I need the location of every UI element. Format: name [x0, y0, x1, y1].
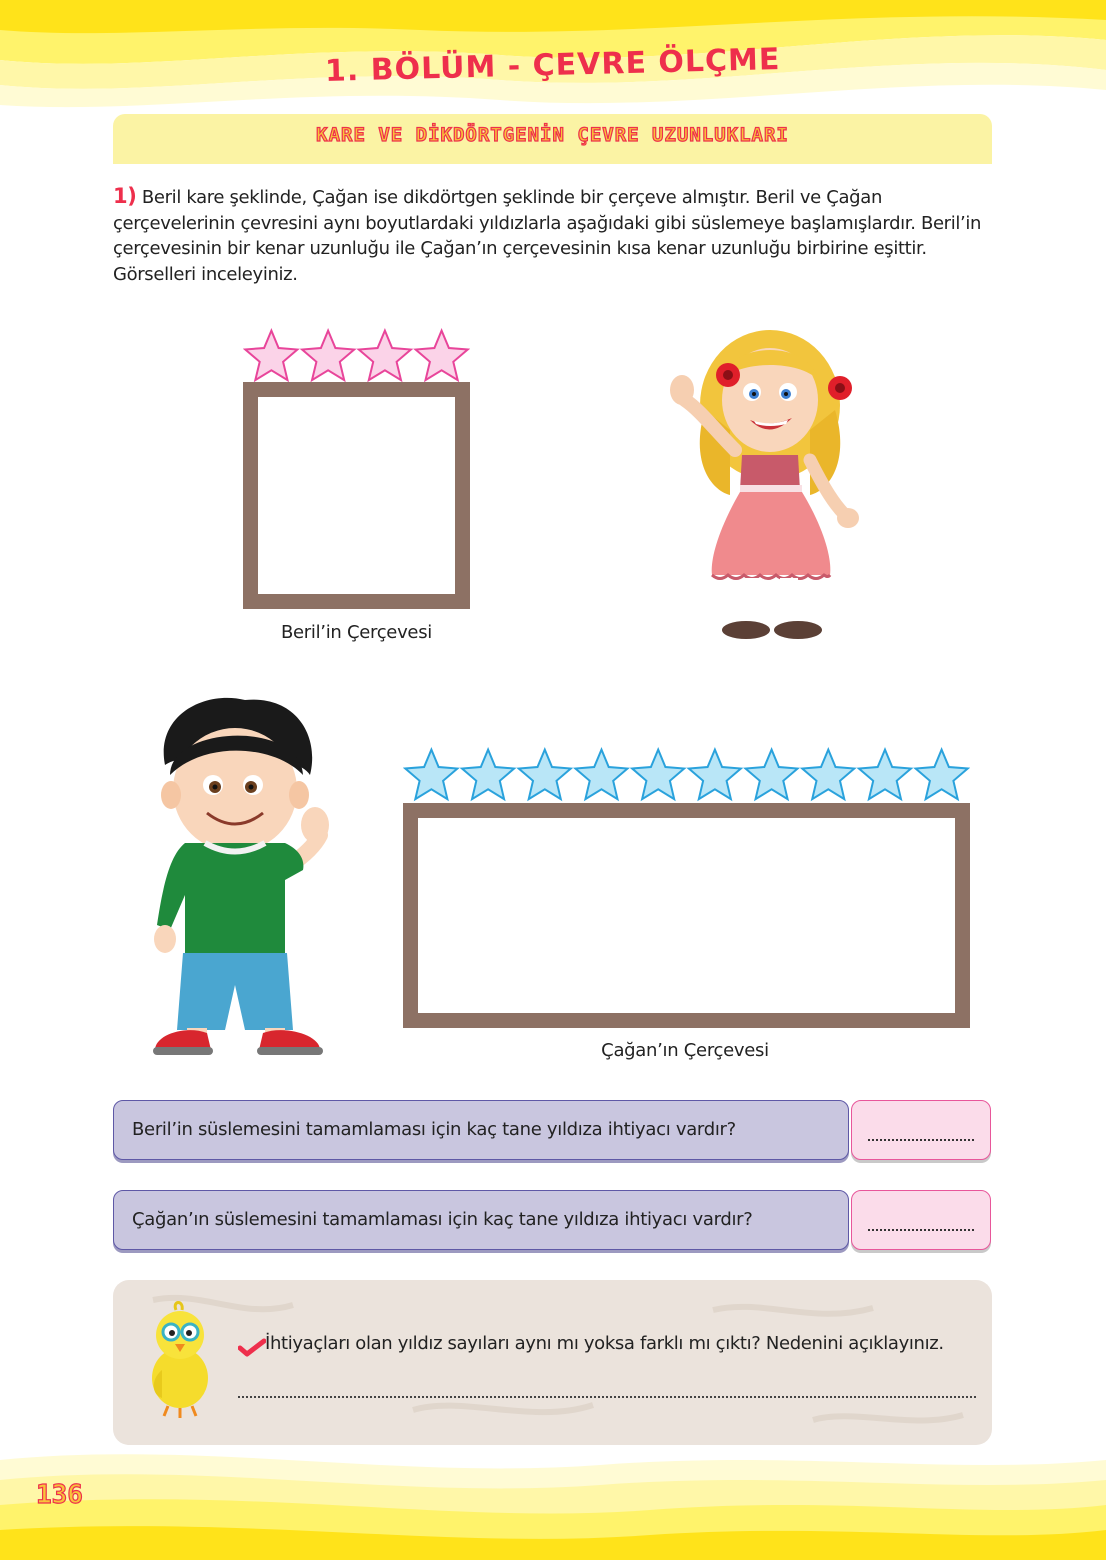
question-2-box: Çağan’ın süslemesini tamamlaması için kaç tane yıldıza ihtiyacı vardır?	[113, 1190, 849, 1250]
beril-star-icon	[245, 331, 297, 381]
cagan-star-icon	[575, 750, 627, 800]
cagan-star-icon	[632, 750, 684, 800]
beril-star-icon	[359, 331, 411, 381]
girl-illustration	[660, 320, 870, 650]
cagan-star-icon	[916, 750, 968, 800]
footer-wave-decoration	[0, 1430, 1106, 1560]
chapter-title: 1. BÖLÜM - ÇEVRE ÖLÇME	[324, 42, 781, 89]
question-1-box: Beril’in süslemesini tamamlaması için kaç tane yıldıza ihtiyacı vardır?	[113, 1100, 849, 1160]
beril-frame-caption: Beril’in Çerçevesi	[280, 622, 432, 643]
beril-star-icon	[416, 331, 468, 381]
section-title: KARE VE DİKDÖRTGENİN ÇEVRE UZUNLUKLARI	[316, 124, 789, 146]
cagan-star-icon	[746, 750, 798, 800]
question-text	[113, 184, 993, 287]
question-body: Beril kare şeklinde, Çağan ise dikdörtgen şeklinde bir çerçeve almıştır. Beril ve Çağan çerçevelerinin çevresini aynı boyutlardaki yıldızlarla aşağıdaki gibi süslemeye başlamışlardır. Beril’in çerçevesinin bir kenar uzunluğu ile Çağan’ın çerçevesinin kısa kenar uzunluğu birbirine eşittir. Görselleri inceleyiniz.	[113, 187, 982, 285]
note-answer-line[interactable]	[238, 1396, 976, 1398]
question-number: 1)	[113, 184, 137, 208]
paper-texture	[113, 1280, 992, 1445]
cagan-rectangle-frame	[403, 803, 970, 1028]
cagan-star-icon	[519, 750, 571, 800]
cagan-star-icon	[462, 750, 514, 800]
checkmark-icon	[238, 1336, 266, 1358]
note-panel	[113, 1280, 992, 1445]
cagan-star-icon	[802, 750, 854, 800]
chick-mascot-icon	[140, 1300, 220, 1420]
cagan-frame-caption: Çağan’ın Çerçevesi	[601, 1040, 769, 1061]
answer-1-field[interactable]	[851, 1100, 991, 1160]
answer-1-dotted-line	[868, 1139, 974, 1141]
cagan-star-icon	[689, 750, 741, 800]
answer-2-field[interactable]	[851, 1190, 991, 1250]
page-number: 136	[36, 1480, 83, 1510]
boy-illustration	[145, 695, 335, 1060]
cagan-star-icon	[405, 750, 457, 800]
beril-star-row	[243, 326, 470, 384]
beril-square-frame	[243, 382, 470, 609]
beril-star-icon	[302, 331, 354, 381]
answer-2-dotted-line	[868, 1229, 974, 1231]
cagan-star-icon	[859, 750, 911, 800]
cagan-star-row	[403, 744, 970, 804]
note-question: İhtiyaçları olan yıldız sayıları aynı mı yoksa farklı mı çıktı? Nedenini açıklayınız.	[265, 1333, 944, 1354]
